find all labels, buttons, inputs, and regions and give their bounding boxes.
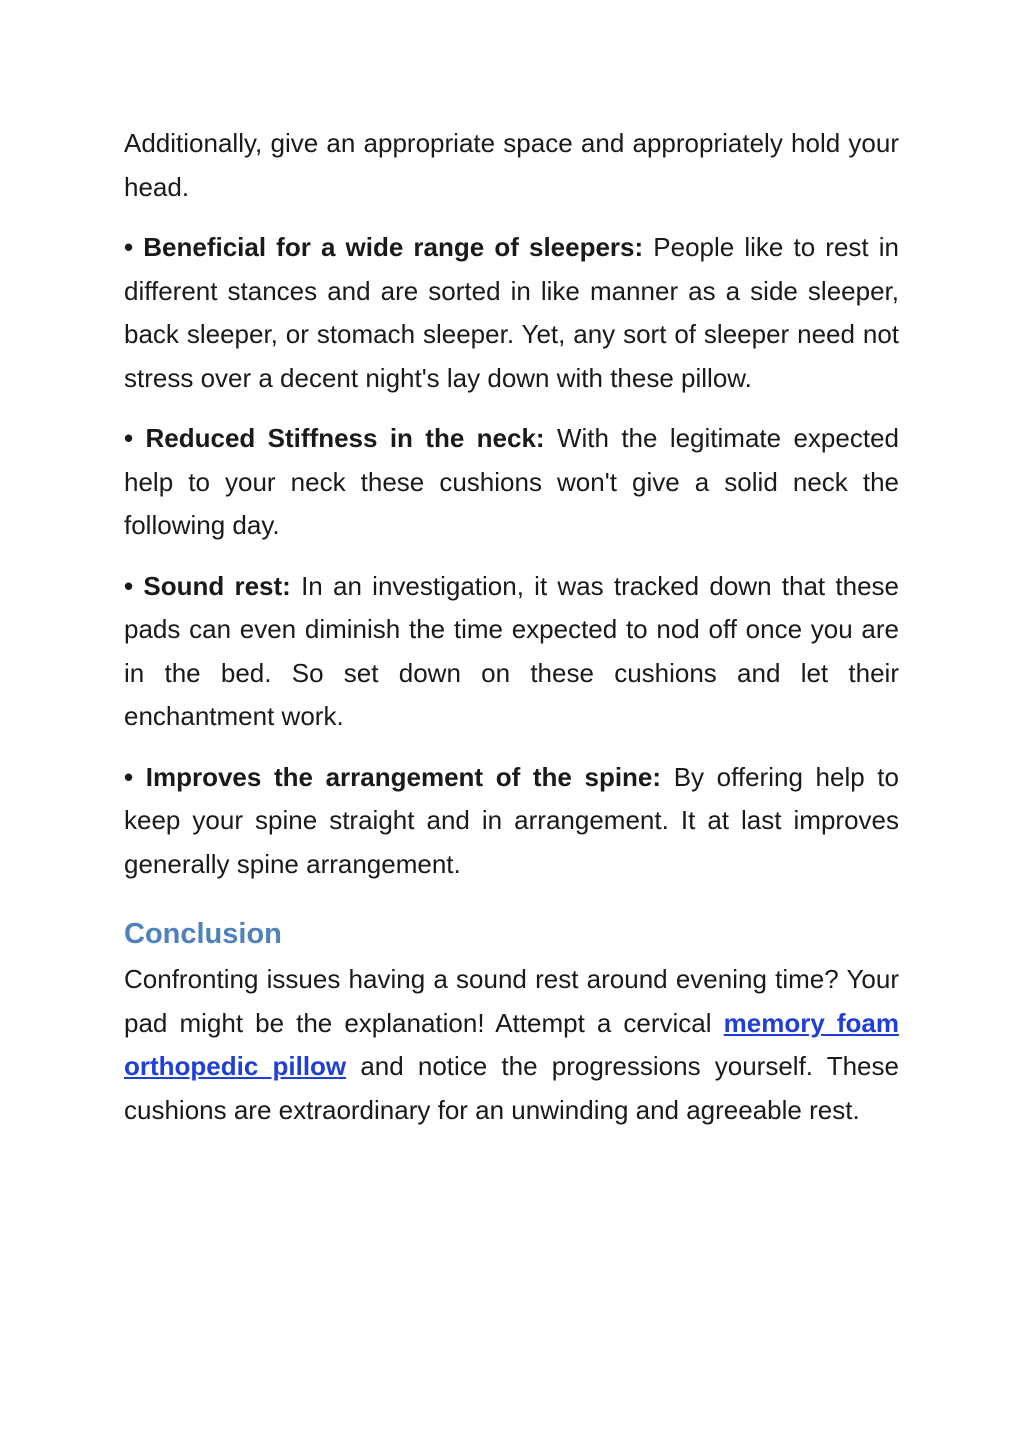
bullet-body: With the legitimate expected help to your neck these cushions won't give a solid neck the following day. (124, 423, 899, 540)
bullet-icon: • (124, 570, 134, 601)
bullet-body: People like to rest in different stances and are sorted in like manner as a side sleeper, back sleeper, or stomach sleeper. Yet, any sort of sleeper need not stress over a decent night's lay down with these pillow. (124, 232, 899, 393)
bullet-item (124, 565, 899, 739)
bullet-item (124, 226, 899, 400)
bullet-title: Beneficial for a wide range of sleepers: (143, 232, 644, 262)
bullet-icon: • (124, 423, 134, 453)
bullet-title: Reduced Stiffness in the neck: (145, 423, 545, 453)
bullet-item (124, 417, 899, 548)
bullet-item (124, 756, 899, 887)
bullet-title: Improves the arrangement of the spine: (145, 761, 662, 792)
conclusion-paragraph (124, 958, 899, 1132)
bullet-icon: • (124, 232, 134, 262)
conclusion-text-after: and notice the progressions yourself. These cushions are extraordinary for an unwinding and agreeable rest. (124, 1051, 899, 1125)
document-page (124, 122, 899, 1132)
memory-foam-pillow-link[interactable]: memory foam orthopedic pillow (124, 1007, 899, 1081)
bullet-body: In an investigation, it was tracked down that these pads can even diminish the time expected to nod off once you are in the bed. So set down on these cushions and let their enchantment work. (124, 570, 899, 731)
bullet-title: Sound rest: (143, 570, 291, 601)
bullet-icon: • (124, 761, 134, 792)
bullet-body: By offering help to keep your spine straight and in arrangement. It at last improves generally spine arrangement. (124, 761, 899, 879)
conclusion-heading: Conclusion (124, 918, 282, 950)
conclusion-text-before: Confronting issues having a sound rest around evening time? Your pad might be the explanation! Attempt a cervical (124, 964, 899, 1038)
intro-paragraph: Additionally, give an appropriate space and appropriately hold your head. (124, 128, 899, 202)
